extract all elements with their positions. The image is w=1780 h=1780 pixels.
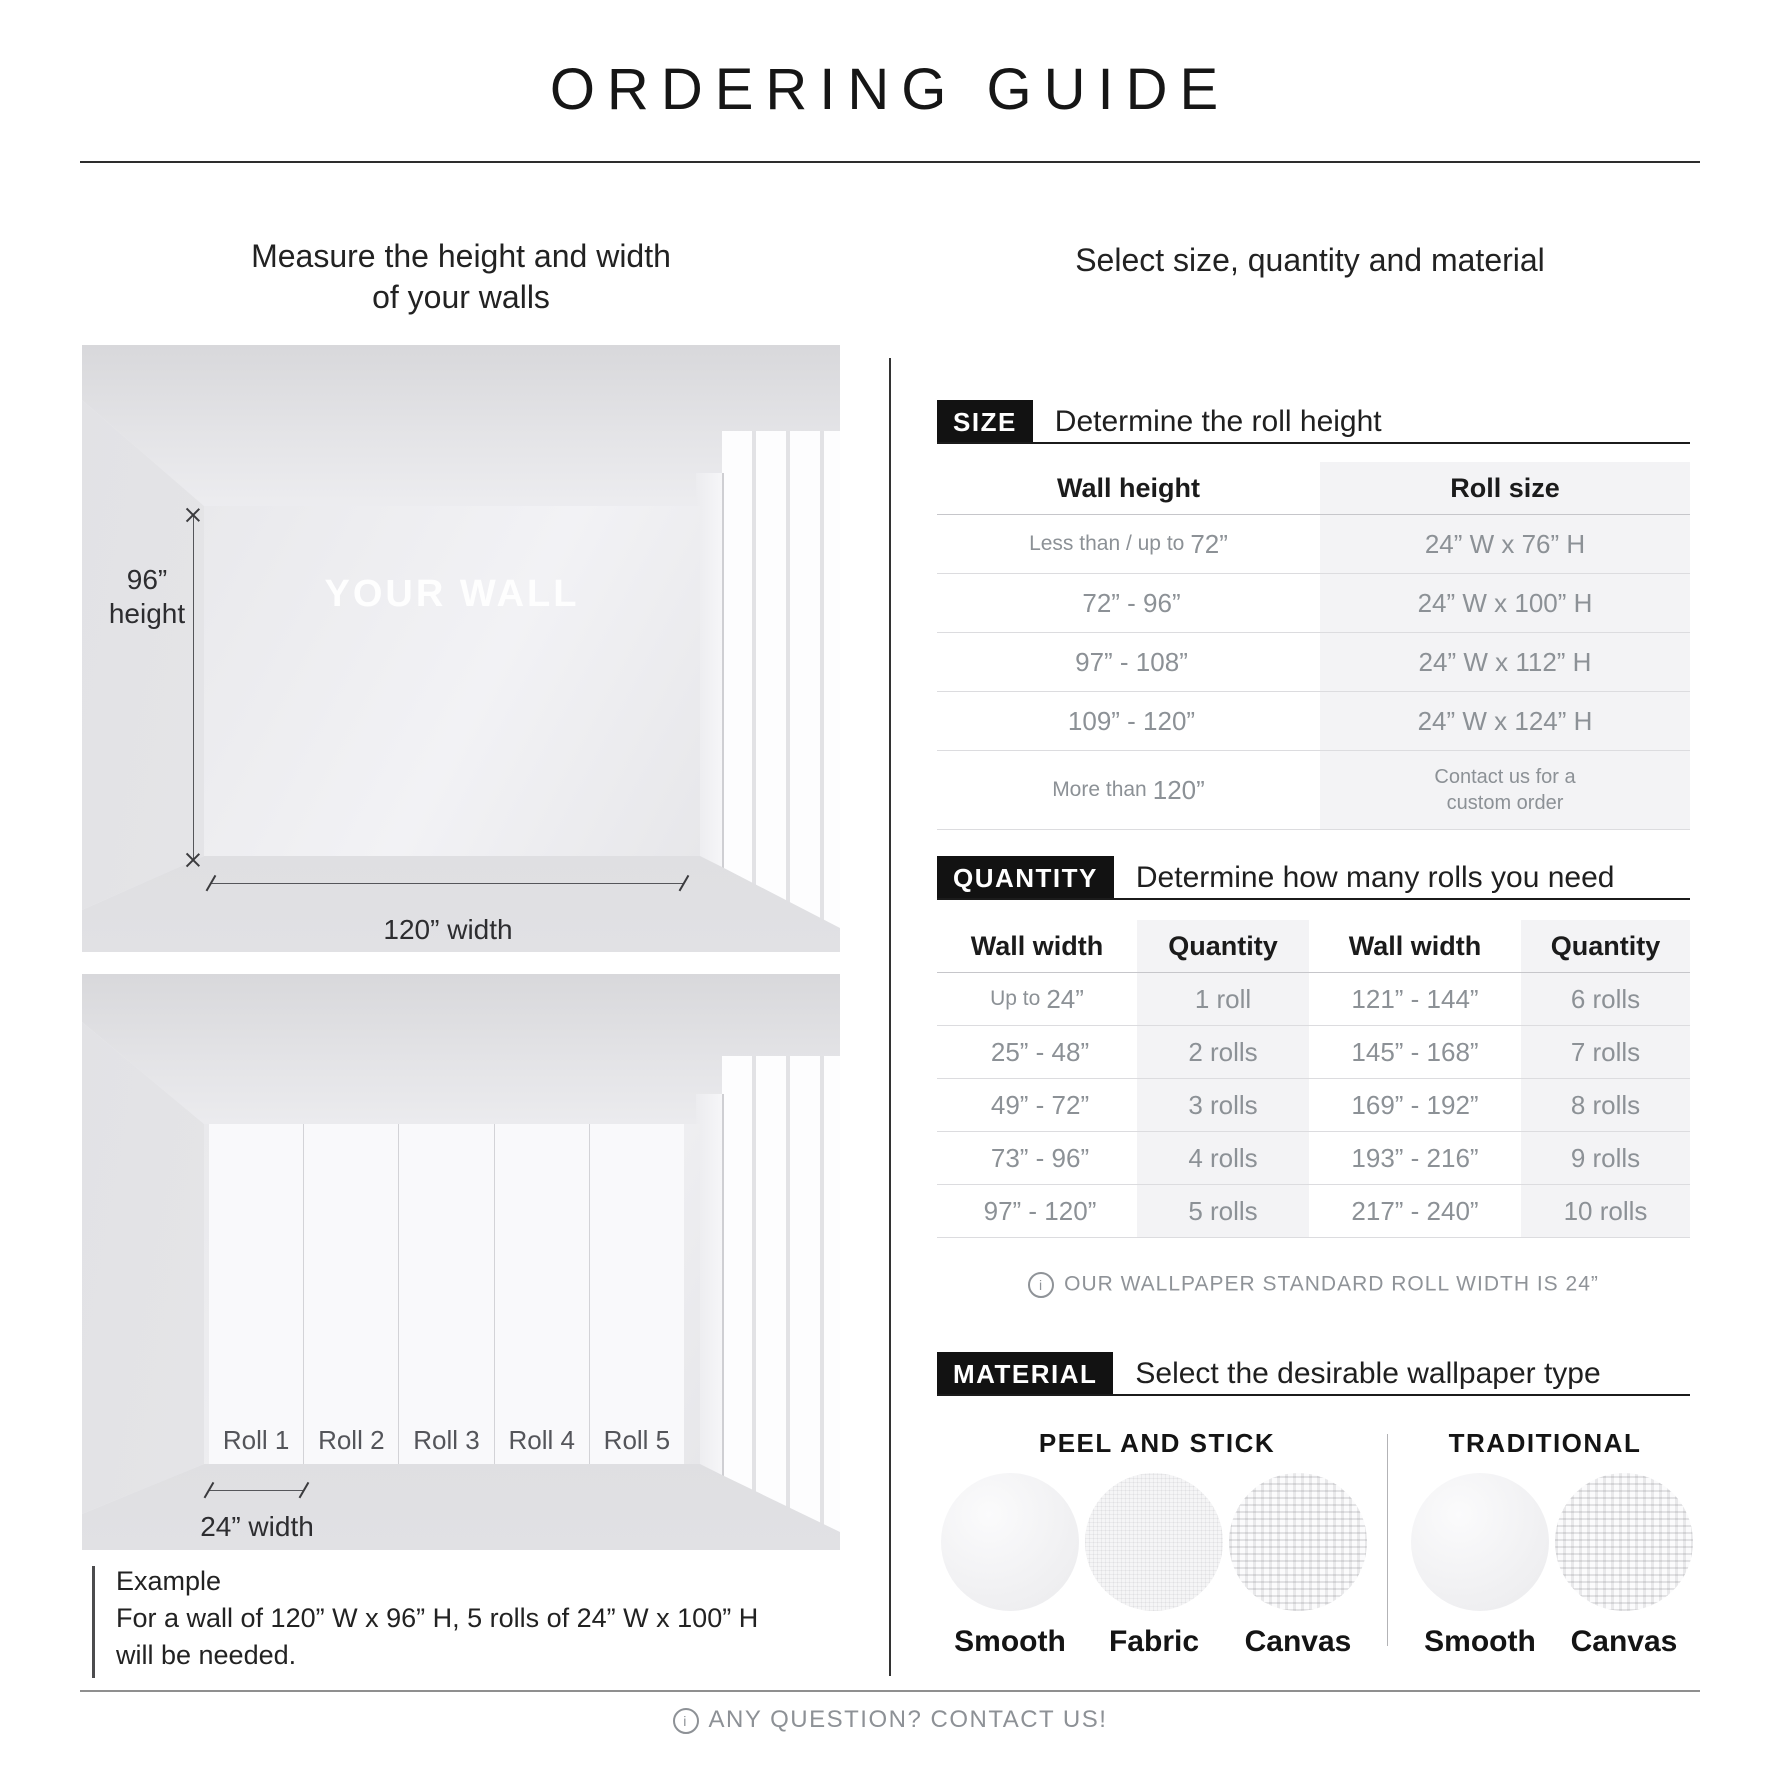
- quantity-table-row: [937, 973, 1690, 1026]
- material-section-header: [937, 1352, 1601, 1396]
- wall-width-cell: Up to 24”: [990, 983, 1084, 1014]
- measure-tick: [185, 506, 201, 524]
- material-group-peel-and-stick: PEEL AND STICK: [1038, 1428, 1276, 1458]
- roll-size-cell: 24” W x 124” H: [1320, 692, 1690, 750]
- swatch-label: Fabric: [1108, 1625, 1200, 1658]
- column-divider: [889, 358, 891, 1676]
- height-label: [82, 563, 212, 631]
- quantity-cell: 9 rolls: [1521, 1132, 1690, 1184]
- swatch-label: Canvas: [1570, 1625, 1678, 1658]
- footer-note: [0, 1706, 1780, 1734]
- size-table-header-row: [937, 462, 1690, 515]
- swatch-traditional-canvas: [1549, 1473, 1699, 1659]
- height-value: 96”: [126, 564, 168, 595]
- quantity-cell: 7 rolls: [1521, 1026, 1690, 1078]
- material-group-traditional: TRADITIONAL: [1448, 1428, 1642, 1458]
- example-block: [116, 1563, 766, 1674]
- room-back-wall: [204, 506, 700, 856]
- window-frame-pillar: [696, 473, 724, 873]
- material-group-divider: [1387, 1434, 1388, 1646]
- size-tag: SIZE: [937, 400, 1033, 444]
- quantity-table: [937, 920, 1690, 1238]
- quantity-cell: 3 rolls: [1137, 1079, 1309, 1131]
- swatch-peel-smooth: [935, 1473, 1085, 1659]
- wall-width-cell: 121” - 144”: [1351, 983, 1479, 1014]
- roll-strip-label: Roll 4: [508, 1425, 575, 1455]
- wall-width-cell: 193” - 216”: [1351, 1142, 1479, 1173]
- roll-strip: [495, 1124, 590, 1464]
- width-label: 120” width: [383, 914, 513, 945]
- wall-width-cell: 169” - 192”: [1351, 1089, 1479, 1120]
- left-column-heading: [82, 236, 840, 318]
- measure-tick: [676, 874, 692, 892]
- quantity-table-row: [937, 1026, 1690, 1079]
- size-section-header: [937, 400, 1382, 444]
- left-heading-line2: of your walls: [372, 279, 550, 315]
- roll-strip-label: Roll 3: [413, 1425, 480, 1455]
- roll-strip-label: Roll 1: [222, 1425, 290, 1455]
- wall-height-cell: 97” - 108”: [1075, 646, 1188, 677]
- quantity-section-underline: [937, 898, 1690, 900]
- col-header-wall-height: Wall height: [1057, 472, 1200, 503]
- quantity-cell: 5 rolls: [1137, 1185, 1309, 1237]
- width-measure-line: [211, 883, 684, 884]
- measure-tick: [201, 1481, 217, 1499]
- left-heading-line1: Measure the height and width: [251, 238, 671, 274]
- col-header-quantity: Quantity: [1521, 920, 1690, 972]
- quantity-tag: QUANTITY: [937, 856, 1114, 900]
- quantity-cell: 4 rolls: [1137, 1132, 1309, 1184]
- roll-strip-label: Roll 5: [603, 1425, 671, 1455]
- size-table-row: [937, 574, 1690, 633]
- col-header-wall-width: Wall width: [1348, 930, 1482, 961]
- swatch-label: Smooth: [1424, 1625, 1536, 1658]
- material-section-underline: [937, 1394, 1690, 1396]
- wall-width-cell: 145” - 168”: [1351, 1036, 1479, 1067]
- wall-width-cell: 49” - 72”: [990, 1089, 1090, 1120]
- wall-width-cell: 25” - 48”: [990, 1036, 1090, 1067]
- swatch-peel-canvas: [1223, 1473, 1373, 1659]
- example-title: Example: [116, 1566, 222, 1596]
- size-table-row: [937, 633, 1690, 692]
- smooth-texture-swatch-icon: [941, 1473, 1079, 1611]
- swatch-traditional-smooth: [1405, 1473, 1555, 1659]
- measure-tick: [203, 874, 219, 892]
- quantity-cell: 10 rolls: [1521, 1185, 1690, 1237]
- footer-divider: [80, 1690, 1700, 1692]
- roll-width-label: 24” width: [200, 1511, 314, 1542]
- roll-width-note: [937, 1272, 1690, 1298]
- roll-size-cell: 24” W x 76” H: [1320, 515, 1690, 573]
- roll-strip: [209, 1124, 304, 1464]
- room-window: [722, 1056, 840, 1544]
- size-section-underline: [937, 442, 1690, 444]
- height-word: height: [108, 598, 186, 629]
- right-column-heading: Select size, quantity and material: [1075, 242, 1545, 278]
- col-header-quantity: Quantity: [1137, 920, 1309, 972]
- swatch-peel-fabric: [1079, 1473, 1229, 1659]
- wall-height-cell: 72” - 96”: [1082, 587, 1181, 618]
- roll-strip: [590, 1124, 684, 1464]
- size-subtitle: Determine the roll height: [1054, 405, 1382, 438]
- wall-height-cell: 109” - 120”: [1067, 705, 1196, 736]
- your-wall-label: YOUR WALL: [324, 573, 580, 615]
- room-illustration-measure: [82, 345, 840, 952]
- top-divider: [80, 161, 1700, 163]
- wall-height-cell: Less than / up to 72”: [1029, 528, 1228, 559]
- note-text: OUR WALLPAPER STANDARD ROLL WIDTH IS 24”: [1064, 1272, 1599, 1296]
- quantity-table-header-row: [937, 920, 1690, 973]
- wall-height-cell: More than 120”: [1052, 774, 1205, 805]
- roll-size-cell: 24” W x 100” H: [1320, 574, 1690, 632]
- quantity-cell: 2 rolls: [1137, 1026, 1309, 1078]
- size-table: [937, 462, 1690, 830]
- quantity-table-row: [937, 1079, 1690, 1132]
- roll-size-cell: Contact us for a custom order: [1320, 751, 1690, 829]
- wall-width-cell: 97” - 120”: [983, 1195, 1097, 1226]
- quantity-section-header: [937, 856, 1614, 900]
- canvas-texture-swatch-icon: [1229, 1473, 1367, 1611]
- material-tag: MATERIAL: [937, 1352, 1113, 1396]
- roll-strip-label: Roll 2: [318, 1425, 385, 1455]
- quantity-table-row: [937, 1185, 1690, 1238]
- roll-width-measure-line: [209, 1490, 304, 1491]
- quantity-table-row: [937, 1132, 1690, 1185]
- size-table-row: [937, 515, 1690, 574]
- fabric-texture-swatch-icon: [1085, 1473, 1223, 1611]
- measure-tick: [296, 1481, 312, 1499]
- size-table-row: [937, 751, 1690, 830]
- roll-strip: [399, 1124, 494, 1464]
- footer-text: ANY QUESTION? CONTACT US!: [708, 1706, 1108, 1733]
- material-subtitle: Select the desirable wallpaper type: [1135, 1357, 1601, 1390]
- swatch-label: Smooth: [954, 1625, 1066, 1658]
- roll-size-cell: 24” W x 112” H: [1320, 633, 1690, 691]
- wall-width-cell: 217” - 240”: [1351, 1195, 1479, 1226]
- quantity-cell: 6 rolls: [1521, 973, 1690, 1025]
- size-table-row: [937, 692, 1690, 751]
- quantity-cell: 1 roll: [1137, 973, 1309, 1025]
- info-icon: i: [1028, 1272, 1054, 1298]
- col-header-wall-width: Wall width: [970, 930, 1104, 961]
- quantity-subtitle: Determine how many rolls you need: [1135, 861, 1615, 894]
- example-accent-bar: [92, 1566, 95, 1678]
- measure-tick: [185, 851, 201, 869]
- canvas-texture-swatch-icon: [1555, 1473, 1693, 1611]
- wallpaper-roll-strips: [209, 1124, 684, 1464]
- wall-width-cell: 73” - 96”: [990, 1142, 1090, 1173]
- room-window: [722, 431, 840, 936]
- example-line1: For a wall of 120” W x 96” H, 5 rolls of 24” W x 100” H: [116, 1603, 759, 1633]
- window-frame-pillar: [696, 1094, 724, 1479]
- col-header-roll-size: Roll size: [1320, 462, 1690, 514]
- quantity-cell: 8 rolls: [1521, 1079, 1690, 1131]
- page-title: ORDERING GUIDE: [549, 57, 1231, 122]
- smooth-texture-swatch-icon: [1411, 1473, 1549, 1611]
- room-illustration-rolls: [82, 974, 840, 1550]
- example-line2: will be needed.: [116, 1640, 297, 1670]
- info-icon: i: [673, 1708, 699, 1734]
- swatch-label: Canvas: [1244, 1625, 1352, 1658]
- roll-strip: [304, 1124, 399, 1464]
